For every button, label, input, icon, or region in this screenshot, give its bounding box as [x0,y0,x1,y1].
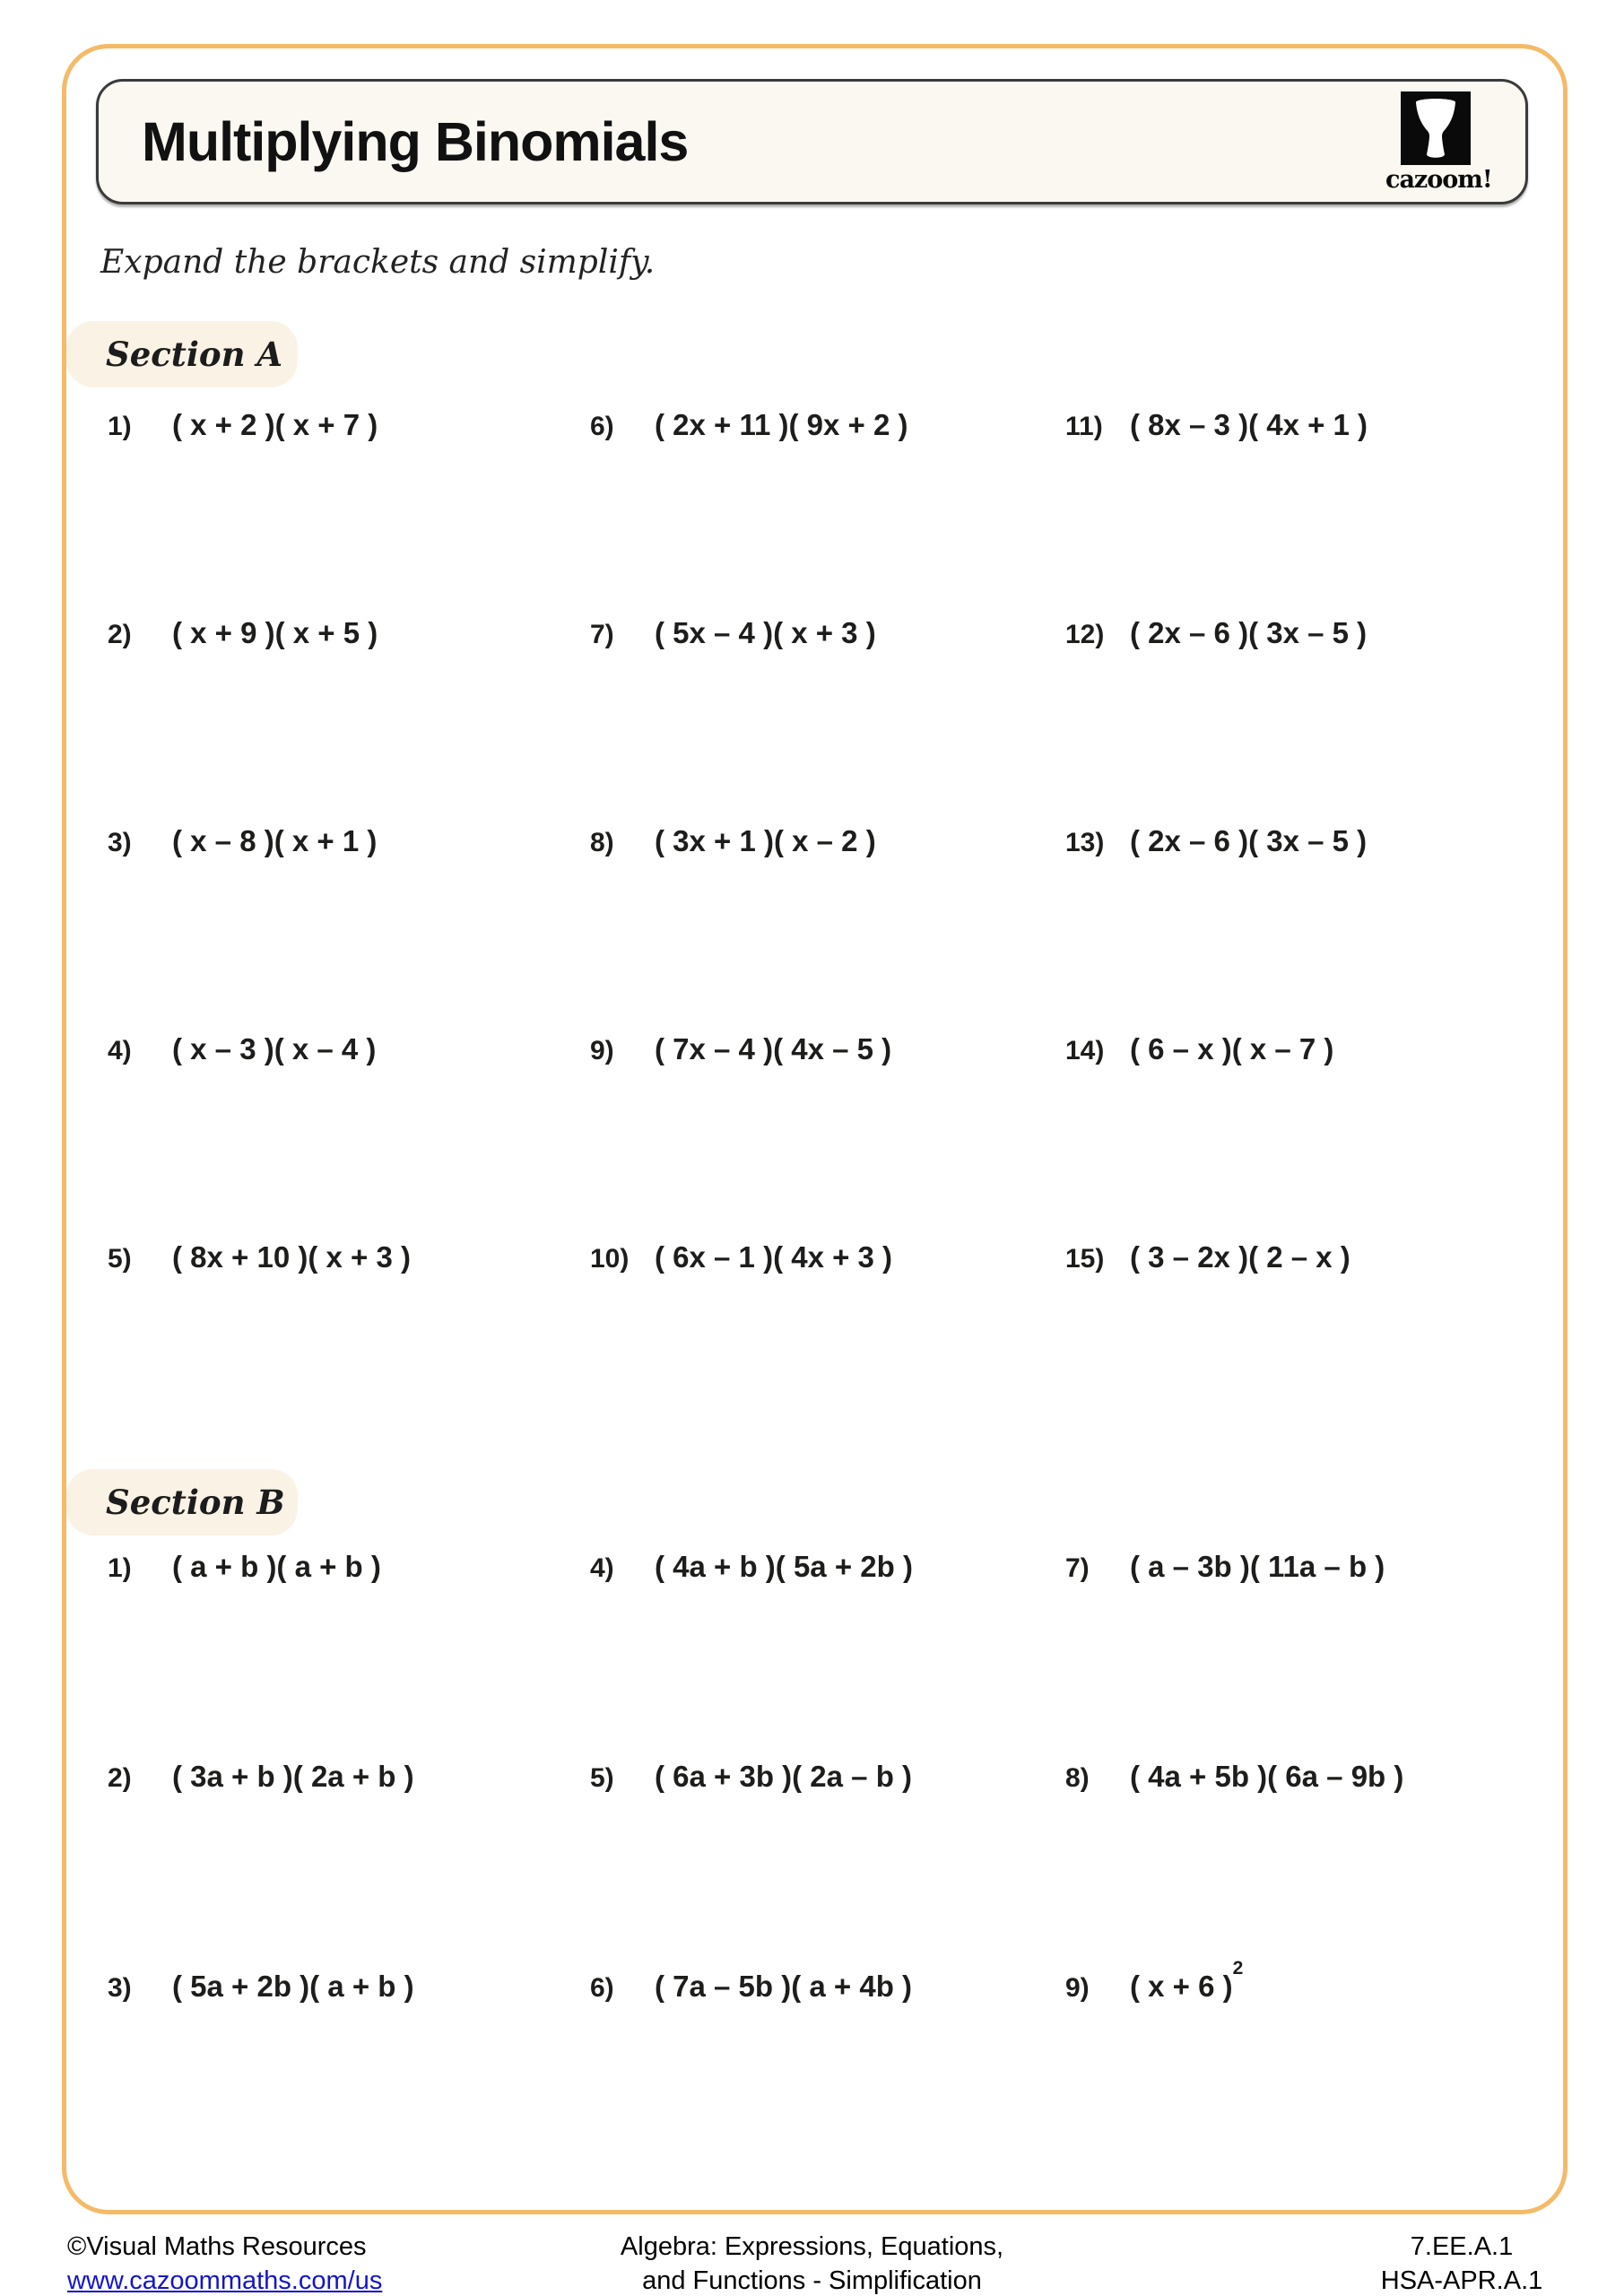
problem-expression: ( 8x – 3 )( 4x + 1 ) [1130,408,1368,441]
problem-expression: ( 5x – 4 )( x + 3 ) [655,616,876,649]
problem-expression: ( x – 8 )( x + 1 ) [172,824,378,857]
footer-link[interactable]: www.cazoommaths.com/us [67,2266,383,2295]
footer-topic-line1: Algebra: Expressions, Equations, [620,2232,1004,2261]
problem-number: 4) [590,1553,614,1583]
problem-number: 12) [1065,620,1105,649]
problem-a2 [108,616,590,824]
problem-number: 3) [108,828,132,857]
problem-expression: ( 3 – 2x )( 2 – x ) [1130,1240,1350,1274]
problem-expression: ( 6x – 1 )( 4x + 3 ) [655,1240,893,1274]
problem-number: 8) [1065,1763,1090,1793]
problem-number: 7) [1065,1553,1090,1583]
section-a-header [66,321,298,387]
problem-b7 [1065,1550,1524,1760]
problem-a10 [590,1240,1065,1448]
problem-b8 [1065,1760,1524,1970]
problem-expression: ( 2x – 6 )( 3x – 5 ) [1130,616,1368,649]
problem-a11 [1065,408,1524,616]
problem-expression: ( 7x – 4 )( 4x – 5 ) [655,1032,892,1065]
problem-number: 1) [108,1553,132,1583]
problem-expression: ( x + 9 )( x + 5 ) [172,616,378,649]
problem-a5 [108,1240,590,1448]
problem-expression: ( 6 – x )( x – 7 ) [1130,1032,1334,1065]
problem-a8 [590,824,1065,1032]
problem-b3 [108,1970,590,2179]
problem-expression: ( x + 2 )( x + 7 ) [172,408,378,441]
problem-number: 6) [590,1973,614,2003]
problem-number: 1) [108,412,132,441]
section-b-problems [108,1550,1524,2179]
title-box [96,79,1528,204]
footer-topic-line2: and Functions - Simplification [642,2266,982,2295]
problem-expression: ( 2x + 11 )( 9x + 2 ) [655,408,908,441]
standard-code-2: HSA-APR.A.1 [1380,2266,1543,2295]
problem-a15 [1065,1240,1524,1448]
problem-a12 [1065,616,1524,824]
problem-number: 2) [108,620,132,649]
footer-standards [1341,2230,1583,2296]
problem-a4 [108,1032,590,1240]
problem-expression: ( 5a + 2b )( a + b ) [172,1970,414,2003]
problem-a14 [1065,1032,1524,1240]
logo-wordmark: cazoom! [1385,166,1492,194]
problem-number: 6) [590,412,614,441]
section-a-problems [108,408,1524,1448]
problem-expression: ( 6a + 3b )( 2a – b ) [655,1760,913,1793]
footer-description [621,2230,1003,2296]
problem-number: 13) [1065,828,1105,857]
problem-expression: ( x – 3 )( x – 4 ) [172,1032,377,1065]
drum-icon [1401,91,1471,165]
problem-b4 [590,1550,1065,1760]
problem-number: 9) [590,1036,614,1065]
problem-number: 9) [1065,1973,1090,2003]
problem-number: 14) [1065,1036,1105,1065]
exponent: 2 [1232,1958,1244,1979]
problem-a6 [590,408,1065,616]
problem-a9 [590,1032,1065,1240]
problem-a3 [108,824,590,1032]
problem-a13 [1065,824,1524,1032]
page-title: Multiplying Binomials [142,111,689,172]
problem-a1 [108,408,590,616]
cazoom-logo [1385,91,1492,194]
problem-number: 3) [108,1973,132,2003]
problem-number: 8) [590,828,614,857]
problem-expression: ( 3x + 1 )( x – 2 ) [655,824,876,857]
problem-number: 15) [1065,1244,1105,1274]
problem-b1 [108,1550,590,1760]
footer-copyright: ©Visual Maths Resources [67,2232,367,2261]
problem-expression: ( 3a + b )( 2a + b ) [172,1760,414,1793]
footer-attribution [67,2230,382,2296]
problem-b5 [590,1760,1065,1970]
instruction-text: Expand the brackets and simplify. [100,244,656,281]
problem-expression: ( a – 3b )( 11a – b ) [1130,1550,1385,1583]
section-a-title: Section A [106,335,283,374]
problem-expression: ( 2x – 6 )( 3x – 5 ) [1130,824,1368,857]
section-b-header [66,1469,298,1535]
problem-number: 2) [108,1763,132,1793]
problem-number: 4) [108,1036,132,1065]
problem-expression: ( x + 6 )$^2$ [1130,1958,1244,2003]
problem-expression: ( 4a + b )( 5a + 2b ) [655,1550,913,1583]
problem-number: 10) [590,1244,630,1274]
problem-number: 11) [1065,412,1103,441]
problem-number: 5) [590,1763,614,1793]
standard-code-1: 7.EE.A.1 [1410,2232,1514,2261]
problem-number: 7) [590,620,614,649]
problem-b2 [108,1760,590,1970]
problem-expression: ( 7a – 5b )( a + 4b ) [655,1970,913,2003]
problem-expression: ( 4a + 5b )( 6a – 9b ) [1130,1760,1404,1793]
section-b-title: Section B [106,1483,285,1522]
problem-b9 [1065,1958,1524,2179]
problem-a7 [590,616,1065,824]
problem-b6 [590,1970,1065,2179]
problem-expression: ( a + b )( a + b ) [172,1550,381,1583]
problem-number: 5) [108,1244,132,1274]
problem-expression: ( 8x + 10 )( x + 3 ) [172,1240,411,1274]
